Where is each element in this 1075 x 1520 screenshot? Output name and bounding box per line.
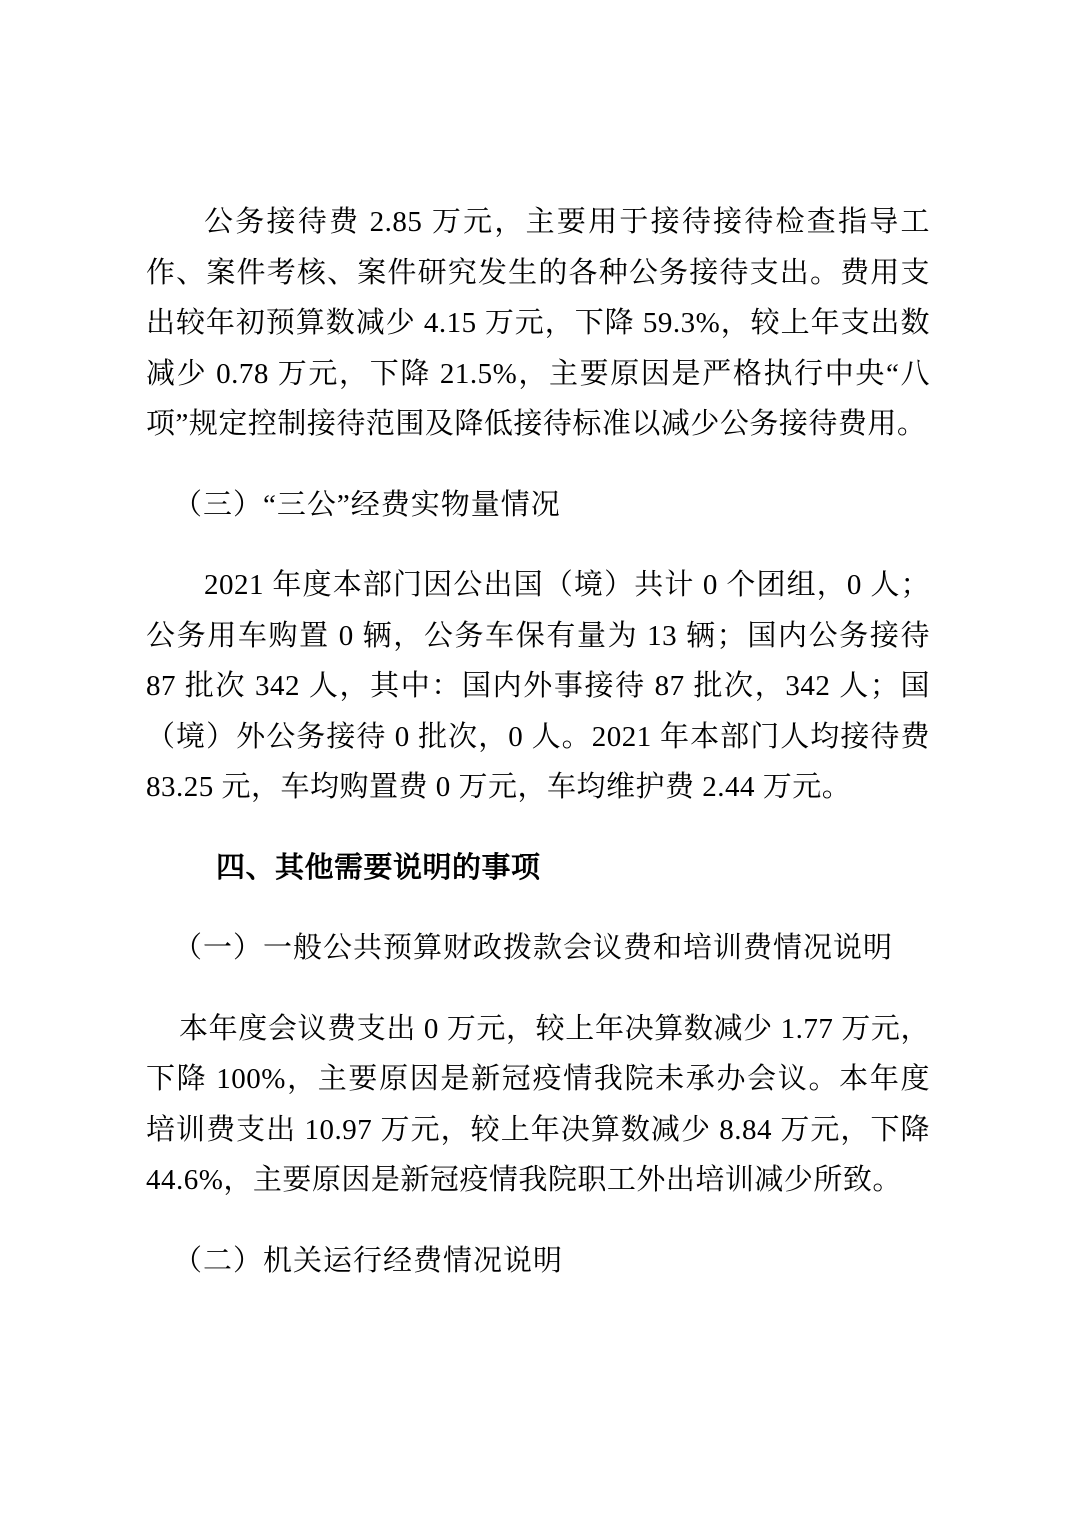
body-paragraph-physical-quantity-details: 2021 年度本部门因公出国（境）共计 0 个团组，0 人；公务用车购置 0 辆，公务车保有量为 13 辆；国内公务接待 87 批次 342 人，其中：国内外事接待 87 批次，342 人；国（境）外公务接待 0 批次，0 人。2021 年本部门人均接待费 83.25 元，车均购置费 0 万元，车均维护费 2.44 万元。	[146, 569, 930, 803]
subsection-heading-three-public-physical-quantity: （三）“三公”经费实物量情况	[173, 488, 561, 521]
subsection-heading-agency-operating-funds: （二）机关运行经费情况说明	[173, 1244, 564, 1277]
body-paragraph-meeting-training-details: 本年度会议费支出 0 万元，较上年决算数减少 1.77 万元，下降 100%，主要原因是新冠疫情我院未承办会议。本年度培训费支出 10.97 万元，较上年决算数减少 8.84 万元，下降 44.6%，主要原因是新冠疫情我院职工外出培训减少所致。	[146, 1012, 930, 1196]
section-heading-other-matters: 四、其他需要说明的事项	[216, 851, 541, 884]
body-paragraph-reception-expense: 公务接待费 2.85 万元，主要用于接待接待检查指导工作、案件考核、案件研究发生的各种公务接待支出。费用支出较年初预算数减少 4.15 万元，下降 59.3%，较上年支出数减少 0.78 万元，下降 21.5%，主要原因是严格执行中央“八项”规定控制接待范围及降低接待标准以减少公务接待费用。	[146, 206, 930, 440]
subsection-heading-meeting-training-fees: （一）一般公共预算财政拨款会议费和培训费情况说明	[173, 932, 894, 964]
